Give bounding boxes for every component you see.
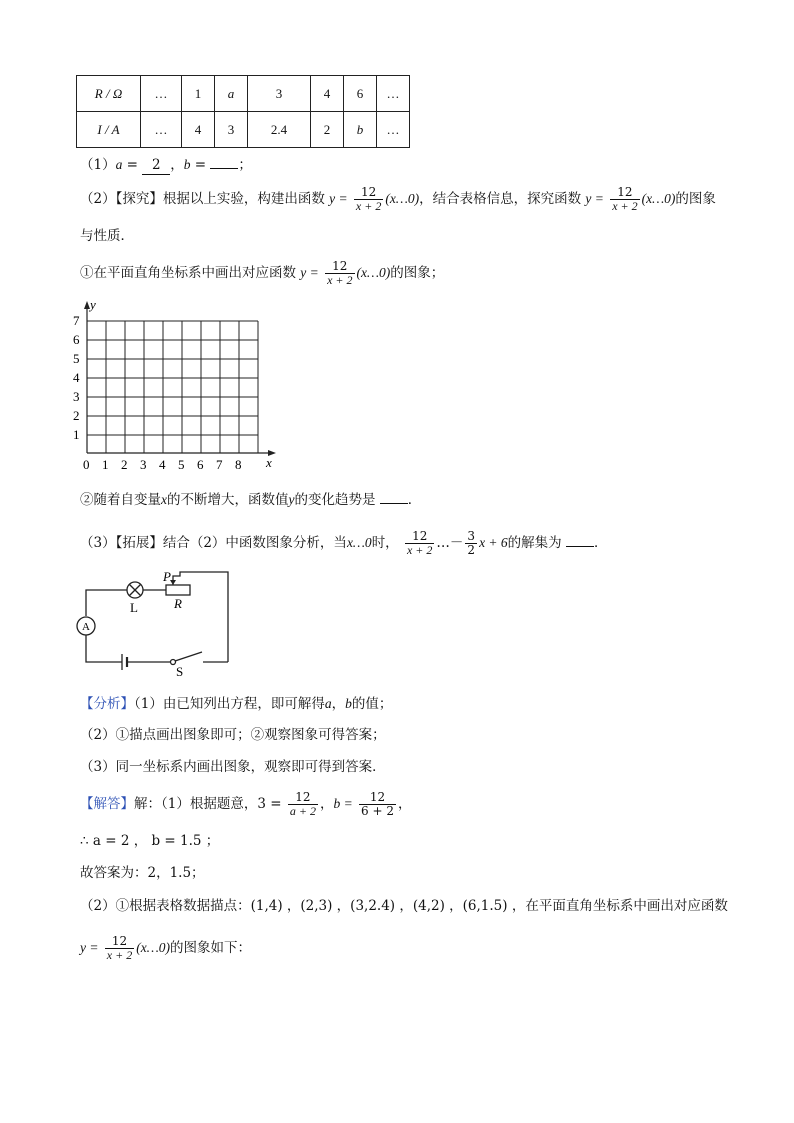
- question-text: 的解集为: [507, 535, 562, 551]
- fraction: [354, 186, 383, 213]
- solution-line-1: [80, 791, 411, 818]
- solution-line-4: （2）①根据表格数据描点：(1,4) ，(2,3) ，(3,2.4) ，(4,2) ，(6,1.5) ，在平面直角坐标系中画出对应函数: [80, 898, 728, 914]
- question-text: 时，: [371, 535, 399, 551]
- answer-blank: [380, 503, 408, 504]
- analysis-line-3: （3）同一坐标系内画出图象，观察即可得到答案．: [80, 759, 386, 775]
- var-y: y: [288, 492, 295, 507]
- question-3: [80, 530, 607, 557]
- denominator: a + 2: [289, 804, 316, 818]
- table-row-current: [77, 112, 410, 148]
- answer-blank-a: 2: [142, 156, 170, 175]
- question-text: 的变化趋势是: [294, 492, 376, 508]
- punctuation: ；: [238, 157, 252, 173]
- solution-line-2: ∴ a = 2 ， b = 1.5 ；: [80, 833, 220, 849]
- switch-icon: [175, 652, 202, 661]
- question-2-sub-2: [80, 491, 421, 509]
- question-text: 的图象；: [390, 265, 445, 281]
- comma: ，: [319, 796, 334, 812]
- y-tick-label: 2: [73, 408, 80, 423]
- formula-y: y =: [585, 191, 604, 206]
- table-header-cell: R / Ω: [77, 76, 141, 112]
- grid-lines: [87, 321, 258, 453]
- fraction: [465, 530, 477, 557]
- coordinate-grid: [66, 296, 286, 476]
- fraction: [105, 935, 134, 962]
- x-tick-label: 6: [197, 457, 204, 472]
- solution-line-5: [80, 935, 251, 962]
- domain-condition: (x…0): [641, 191, 676, 206]
- x-tick-label: 8: [235, 457, 242, 472]
- domain-condition: (x…0): [136, 940, 170, 955]
- table-cell: 4: [182, 112, 215, 148]
- table-cell: 2: [311, 112, 344, 148]
- solution-text: 解：（1）根据题意，: [134, 796, 258, 812]
- var-b: b: [345, 696, 352, 711]
- question-text: （2）【探究】根据以上实验，构建出函数: [80, 191, 325, 207]
- origin-label: 0: [83, 457, 90, 472]
- answer-blank-b: [210, 168, 238, 169]
- table-cell: 3: [248, 76, 311, 112]
- answer-blank: [566, 546, 594, 547]
- comma: ，: [170, 157, 184, 173]
- analysis-line-1: [80, 695, 392, 713]
- comma: ，: [397, 796, 412, 812]
- numerator: 3: [467, 529, 476, 543]
- domain-condition: x…0: [346, 535, 372, 550]
- y-tick-label: 5: [73, 351, 80, 366]
- numerator: 12: [369, 790, 386, 804]
- expression: x + 6: [479, 535, 508, 550]
- denominator: x + 2: [406, 543, 433, 557]
- var-a: a: [324, 696, 332, 711]
- table-cell: …: [141, 112, 182, 148]
- question-number: （1）: [80, 157, 116, 173]
- denominator: x + 2: [612, 199, 638, 213]
- question-text: ②随着自变量: [80, 492, 161, 508]
- y-axis-label: y: [90, 297, 96, 312]
- equals: =: [122, 157, 143, 173]
- solution-line-3: 故答案为：2，1.5；: [80, 865, 205, 881]
- y-tick-label: 4: [73, 370, 80, 385]
- x-tick-label: 1: [102, 457, 109, 472]
- question-2-line-2: 与性质．: [80, 228, 134, 244]
- question-text: （3）【拓展】结合（2）中函数图象分析，当: [80, 535, 347, 551]
- analysis-tag: 【分析】: [80, 696, 134, 712]
- table-cell: 4: [311, 76, 344, 112]
- circuit-diagram: [70, 566, 240, 681]
- rheostat-icon: [166, 585, 190, 595]
- question-2-sub-1: [80, 260, 444, 287]
- x-tick-label: 5: [178, 457, 185, 472]
- punctuation: ．: [407, 492, 422, 508]
- x-tick-labels: [102, 457, 242, 472]
- fraction: [288, 791, 318, 818]
- question-text: ，结合表格信息，探究函数: [419, 191, 582, 207]
- numerator: 12: [111, 934, 128, 948]
- label-a: A: [82, 621, 90, 633]
- var-b: b: [183, 157, 191, 172]
- y-tick-label: 1: [73, 427, 80, 442]
- domain-condition: (x…0): [356, 265, 391, 280]
- table-cell: …: [377, 76, 410, 112]
- question-text: 的图象: [675, 191, 716, 207]
- equation: b =: [333, 796, 353, 811]
- table-cell: …: [377, 112, 410, 148]
- x-tick-label: 7: [216, 457, 223, 472]
- analysis-line-2: （2）①描点画出图象即可；②观察图象可得答案；: [80, 727, 386, 743]
- question-text: 的不断增大，函数值: [167, 492, 289, 508]
- var-x: x: [161, 492, 167, 507]
- punctuation: ．: [593, 535, 608, 551]
- label-s: S: [176, 664, 184, 679]
- denominator: x + 2: [106, 948, 133, 962]
- denominator: 2: [467, 543, 476, 557]
- analysis-text: （1）由已知列出方程，即可解得: [134, 696, 325, 712]
- wire: [86, 590, 127, 616]
- table-row-resistance: [77, 76, 410, 112]
- fraction: [325, 260, 354, 287]
- table-cell: 1: [182, 76, 215, 112]
- table-cell: 6: [344, 76, 377, 112]
- y-tick-labels: [73, 313, 80, 442]
- y-tick-label: 6: [73, 332, 80, 347]
- x-tick-label: 3: [140, 457, 147, 472]
- label-p: P: [163, 569, 171, 584]
- formula-y: y =: [300, 265, 319, 280]
- table-cell: b: [344, 112, 377, 148]
- denominator: x + 2: [327, 273, 353, 287]
- table-cell: …: [141, 76, 182, 112]
- question-1: [80, 156, 252, 175]
- x-tick-label: 2: [121, 457, 128, 472]
- data-table: [76, 75, 410, 148]
- label-l: L: [130, 600, 138, 615]
- formula-y: y =: [80, 940, 99, 955]
- var-a: a: [115, 157, 123, 172]
- table-header-cell: I / A: [77, 112, 141, 148]
- numerator: 12: [295, 790, 311, 804]
- solution-text: 的图象如下：: [169, 940, 251, 956]
- label-r: R: [174, 596, 182, 611]
- domain-condition: (x…0): [385, 191, 420, 206]
- denominator: x + 2: [355, 199, 382, 213]
- solution-tag: 【解答】: [80, 796, 134, 812]
- inequality-sign: …－: [436, 535, 464, 551]
- numerator: 12: [332, 259, 348, 273]
- denominator: 6 + 2: [361, 804, 394, 818]
- formula-y: y =: [329, 191, 348, 206]
- question-2-line-1: [80, 186, 716, 213]
- table-cell: a: [215, 76, 248, 112]
- numerator: 12: [617, 185, 633, 199]
- numerator: 12: [412, 529, 428, 543]
- comma: ，: [331, 696, 346, 712]
- fraction: [359, 791, 396, 818]
- equals: =: [190, 157, 211, 173]
- question-text: ①在平面直角坐标系中画出对应函数: [80, 265, 296, 281]
- fraction: [405, 530, 434, 557]
- x-axis-label: x: [266, 455, 272, 470]
- analysis-text: 的值；: [351, 696, 393, 712]
- wire: [86, 635, 122, 662]
- y-tick-label: 3: [73, 389, 80, 404]
- equation: 3 =: [257, 796, 282, 812]
- y-tick-label: 7: [73, 313, 80, 328]
- numerator: 12: [361, 185, 377, 199]
- table-cell: 3: [215, 112, 248, 148]
- table-cell: 2.4: [248, 112, 311, 148]
- x-tick-label: 4: [159, 457, 166, 472]
- fraction: [610, 186, 639, 213]
- switch-icon: [171, 660, 176, 665]
